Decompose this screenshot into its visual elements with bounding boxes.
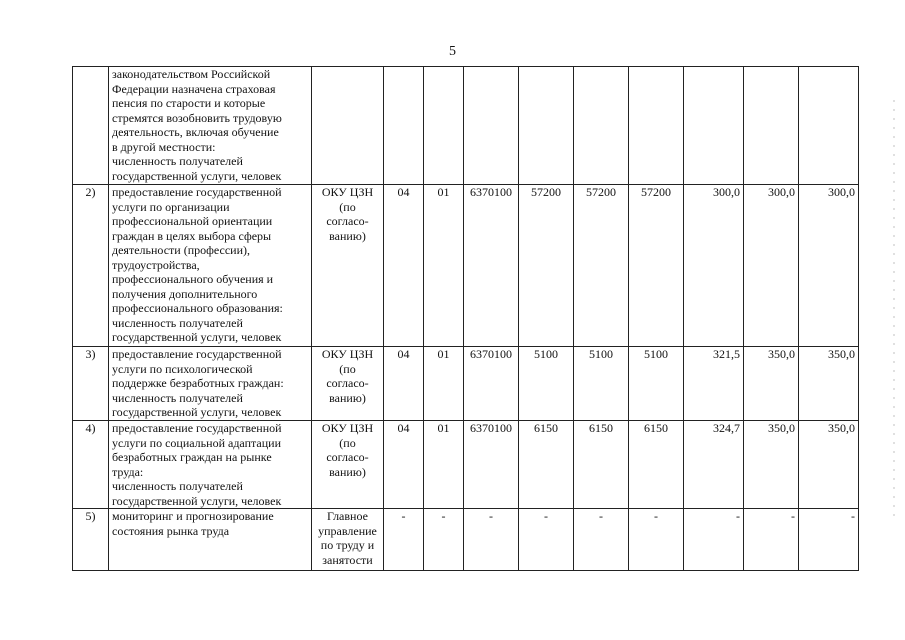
value-cell: 04 — [384, 185, 424, 347]
row-executor — [312, 347, 384, 421]
executor-line: (по — [339, 361, 356, 376]
description-line: безработных граждан на рынке — [112, 450, 272, 464]
value-cell: 350,0 — [744, 347, 799, 421]
description-line: профессиональной ориентации — [112, 214, 273, 228]
executor-line: ванию) — [329, 390, 366, 405]
description-line: услуги по психологической — [112, 361, 253, 376]
value-cell: 5100 — [574, 347, 629, 421]
value-cell: 57200 — [574, 185, 629, 347]
description-line: услуги по организации — [112, 199, 230, 214]
description-line: услуги по социальной адаптации — [112, 435, 281, 450]
executor-line: ванию) — [329, 228, 366, 243]
row-description — [109, 185, 312, 347]
value-cell: 350,0 — [799, 347, 859, 421]
description-line: поддержке безработных граждан: — [112, 376, 284, 390]
value-cell: 01 — [424, 421, 464, 509]
row-number: 3) — [73, 347, 109, 421]
value-cell: 01 — [424, 347, 464, 421]
value-cell — [629, 67, 684, 185]
table-body — [73, 67, 859, 571]
value-cell: - — [464, 509, 519, 571]
description-line: численность получателей — [112, 390, 243, 405]
description-line: государственной услуги, человек — [112, 493, 282, 508]
row-description — [109, 67, 312, 185]
value-cell: 324,7 — [684, 421, 744, 509]
description-line: труда: — [112, 464, 144, 479]
value-cell — [799, 67, 859, 185]
executor-line: по труду и — [320, 538, 375, 552]
description-line: профессионального обучения и — [112, 272, 274, 286]
description-line: граждан в целях выбора сферы — [112, 228, 272, 243]
description-line: пенсия по старости и которые — [112, 96, 266, 110]
executor-line: ОКУ ЦЗН — [321, 347, 374, 361]
executor-line: Главное — [327, 509, 368, 523]
value-cell: 5100 — [519, 347, 574, 421]
row-number — [73, 67, 109, 185]
value-cell: - — [574, 509, 629, 571]
executor-line: ванию) — [329, 464, 366, 479]
description-line: в другой местности: — [112, 139, 216, 154]
value-cell: 300,0 — [799, 185, 859, 347]
description-line: государственной услуги, человек — [112, 405, 282, 419]
value-cell — [574, 67, 629, 185]
program-table — [72, 66, 859, 571]
description-line: законодательством Российской — [112, 67, 271, 81]
description-line: предоставление государственной — [112, 347, 282, 361]
executor-line: согласо- — [326, 214, 369, 228]
row-executor — [312, 509, 384, 571]
description-line: деятельность, включая обучение — [112, 125, 279, 139]
value-cell: 300,0 — [744, 185, 799, 347]
row-executor — [312, 421, 384, 509]
value-cell — [464, 67, 519, 185]
row-executor — [312, 185, 384, 347]
value-cell — [384, 67, 424, 185]
value-cell: 321,5 — [684, 347, 744, 421]
value-cell: 6370100 — [464, 185, 519, 347]
description-line: предоставление государственной — [112, 421, 282, 435]
executor-line: согласо- — [326, 376, 369, 390]
table-row — [73, 421, 859, 509]
description-line: численность получателей — [112, 479, 243, 493]
value-cell: - — [744, 509, 799, 571]
description-line: профессионального образования: — [112, 301, 283, 315]
value-cell: 350,0 — [799, 421, 859, 509]
executor-line: ОКУ ЦЗН — [321, 185, 374, 199]
executor-line: управление — [318, 523, 377, 538]
page-number: 5 — [449, 44, 456, 59]
description-line: Федерации назначена страховая — [112, 81, 276, 96]
value-cell: 350,0 — [744, 421, 799, 509]
value-cell: 6150 — [519, 421, 574, 509]
value-cell: 5100 — [629, 347, 684, 421]
description-line: состояния рынка труда — [112, 523, 230, 538]
scan-artifact — [893, 100, 895, 520]
executor-line: занятости — [322, 552, 373, 567]
value-cell: - — [424, 509, 464, 571]
description-line: деятельности (профессии), — [112, 243, 251, 257]
table-row — [73, 347, 859, 421]
value-cell — [424, 67, 464, 185]
value-cell: - — [629, 509, 684, 571]
value-cell: 01 — [424, 185, 464, 347]
executor-line: ОКУ ЦЗН — [321, 421, 374, 435]
description-line: численность получателей — [112, 154, 243, 168]
table-row — [73, 509, 859, 571]
executor-line: согласо- — [326, 450, 369, 464]
value-cell: - — [799, 509, 859, 571]
executor-line: (по — [339, 199, 356, 214]
description-line: стремятся возобновить трудовую — [112, 110, 282, 125]
description-line: мониторинг и прогнозирование — [112, 509, 274, 523]
description-line: государственной услуги, человек — [112, 168, 282, 183]
table-row — [73, 67, 859, 185]
value-cell: 57200 — [629, 185, 684, 347]
row-description — [109, 347, 312, 421]
table-row — [73, 185, 859, 347]
value-cell — [744, 67, 799, 185]
value-cell: - — [519, 509, 574, 571]
value-cell: 57200 — [519, 185, 574, 347]
description-line: предоставление государственной — [112, 185, 282, 199]
row-executor — [312, 67, 384, 185]
value-cell: - — [684, 509, 744, 571]
value-cell: 04 — [384, 347, 424, 421]
row-number: 2) — [73, 185, 109, 347]
description-line: численность получателей — [112, 315, 243, 330]
value-cell: 300,0 — [684, 185, 744, 347]
row-description — [109, 421, 312, 509]
description-line: государственной услуги, человек — [112, 330, 282, 344]
description-line: получения дополнительного — [112, 286, 258, 301]
value-cell: 6370100 — [464, 347, 519, 421]
value-cell — [519, 67, 574, 185]
value-cell: - — [384, 509, 424, 571]
row-number: 4) — [73, 421, 109, 509]
row-number: 5) — [73, 509, 109, 571]
row-description — [109, 509, 312, 571]
value-cell: 6370100 — [464, 421, 519, 509]
description-line: трудоустройства, — [112, 257, 200, 272]
value-cell — [684, 67, 744, 185]
executor-line: (по — [339, 435, 356, 450]
value-cell: 6150 — [574, 421, 629, 509]
value-cell: 04 — [384, 421, 424, 509]
value-cell: 6150 — [629, 421, 684, 509]
